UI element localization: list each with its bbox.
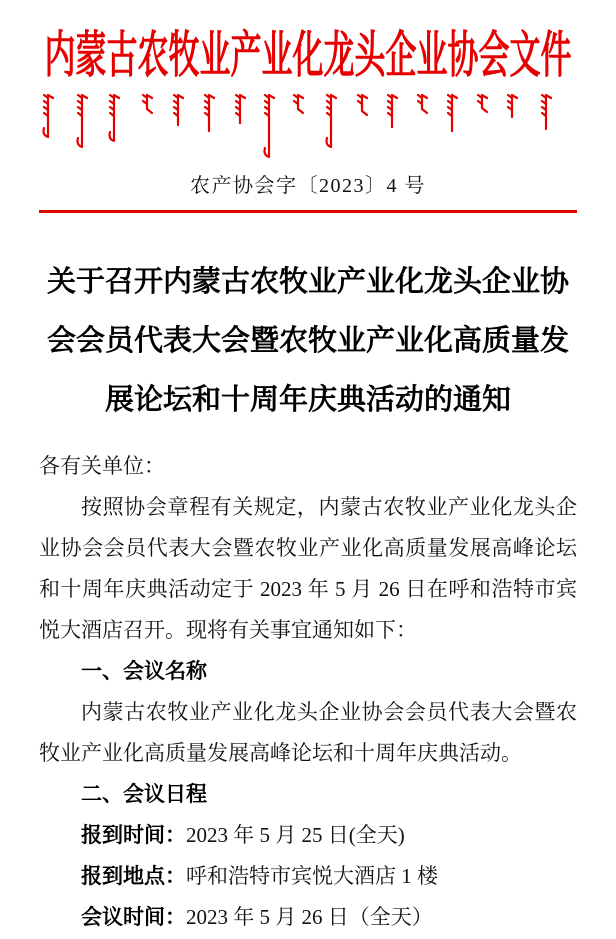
meeting-name-paragraph: 内蒙古农牧业产业化龙头企业协会会员代表大会暨农牧业产业化高质量发展高峰论坛和十周年庆典活动。 — [39, 700, 577, 765]
document-title-line-3: 展论坛和十周年庆典活动的通知 — [104, 384, 511, 416]
schedule-row-checkin-time — [39, 815, 577, 856]
schedule-row-checkin-place — [39, 856, 577, 897]
schedule-label: 会议时间： — [81, 906, 186, 929]
schedule-label: 报到时间： — [81, 824, 186, 847]
doc-number: 农产协会字〔2023〕4 号 — [190, 175, 426, 197]
schedule-value: 2023 年 5 月 25 日(全天) — [186, 823, 405, 847]
document-title — [39, 253, 577, 430]
document-body — [39, 446, 577, 938]
schedule-value: 2023 年 5 月 26 日（全天） — [186, 905, 433, 929]
schedule-label: 报到地点： — [81, 865, 186, 888]
intro-paragraph: 按照协会章程有关规定，内蒙古农牧业产业化龙头企业协会会员代表大会暨农牧业产业化高质量发展高峰论坛和十周年庆典活动定于 2023 年 5 月 26 日在呼和浩特市宾悦大酒店召开。现将有关事宜通知如下： — [39, 495, 577, 642]
red-divider-line — [39, 210, 577, 213]
document-title-line-2: 会会员代表大会暨农牧业产业化高质量发 — [46, 325, 569, 357]
document-title-line-1: 关于召开内蒙古农牧业产业化龙头企业协 — [46, 266, 569, 298]
salutation: 各有关单位： — [39, 454, 165, 478]
mongolian-script-text — [0, 90, 616, 170]
org-title: 内蒙古农牧业产业化龙头企业协会文件 — [44, 27, 572, 83]
section-heading-1: 一、会议名称 — [81, 660, 207, 683]
letterhead — [0, 20, 616, 90]
schedule-value: 呼和浩特市宾悦大酒店 1 楼 — [186, 864, 438, 888]
schedule-row-meeting-time — [39, 897, 577, 938]
section-heading-2: 二、会议日程 — [81, 783, 207, 806]
